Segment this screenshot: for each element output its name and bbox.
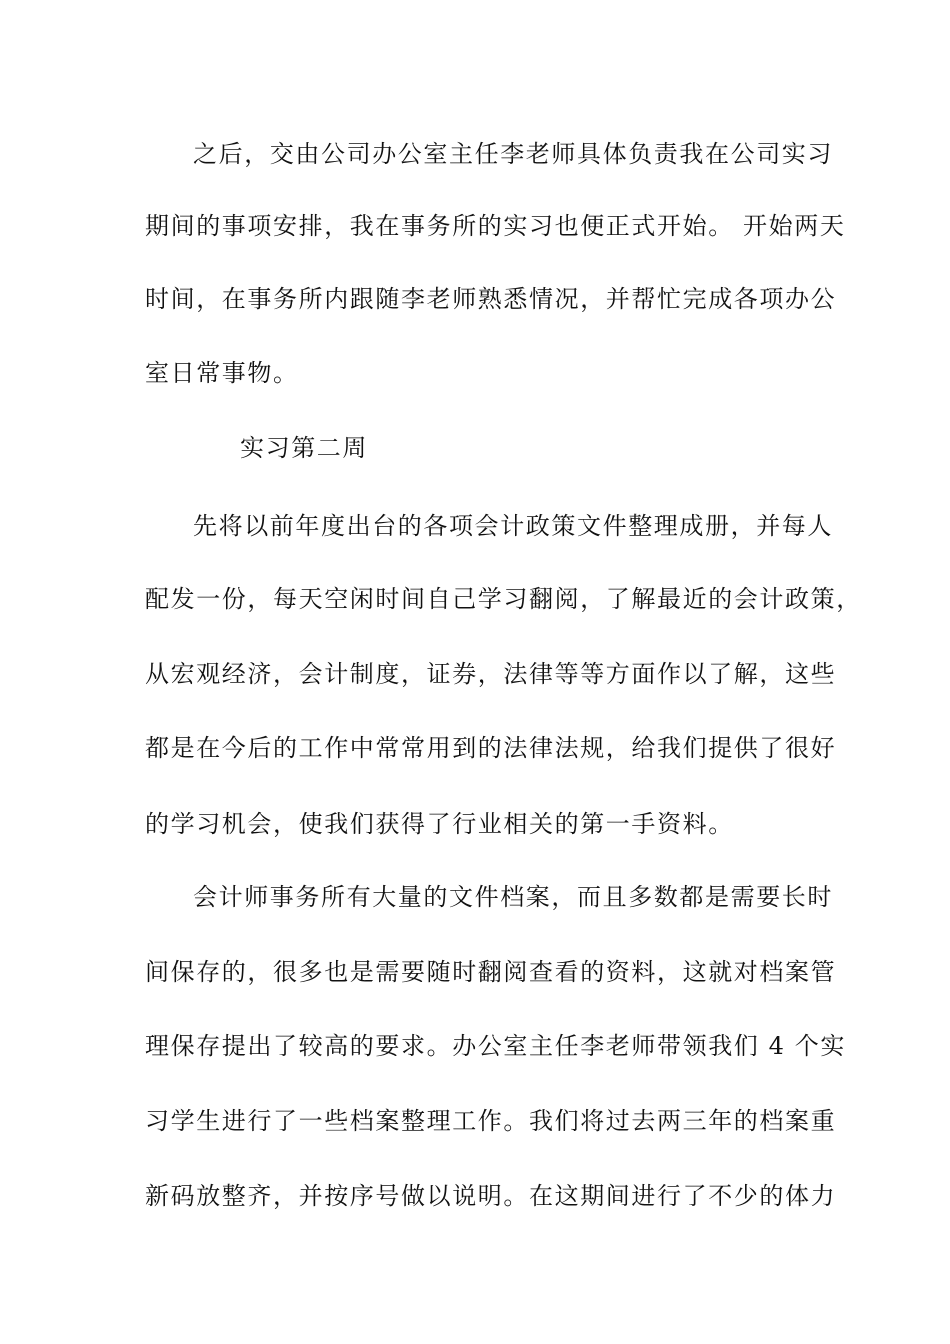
text-line: 会计师事务所有大量的文件档案，而且多数都是需要长时 xyxy=(193,883,833,911)
text-line: 的学习机会，使我们获得了行业相关的第一手资料。 xyxy=(145,810,734,838)
text-line: 时间，在事务所内跟随李老师熟悉情况，并帮忙完成各项办公 xyxy=(145,285,837,313)
text-line: 期间的事项安排，我在事务所的实习也便正式开始。 开始两天 xyxy=(145,212,846,240)
text-line: 习学生进行了一些档案整理工作。我们将过去两三年的档案重 xyxy=(145,1107,837,1135)
text-line: 从宏观经济，会计制度，证券，法律等等方面作以了解，这些 xyxy=(145,660,837,688)
text-line: 配发一份，每天空闲时间自己学习翻阅，了解最近的会计政策， xyxy=(145,585,862,613)
text-line: 新码放整齐，并按序号做以说明。在这期间进行了不少的体力 xyxy=(145,1182,837,1210)
section-heading: 实习第二周 xyxy=(240,434,368,462)
text-line: 室日常事物。 xyxy=(145,359,299,387)
text-line: 都是在今后的工作中常常用到的法律法规，给我们提供了很好 xyxy=(145,734,837,762)
text-line: 间保存的，很多也是需要随时翻阅查看的资料，这就对档案管 xyxy=(145,958,837,986)
text-line: 理保存提出了较高的要求。办公室主任李老师带领我们 4 个实 xyxy=(145,1032,846,1060)
text-line: 之后，交由公司办公室主任李老师具体负责我在公司实习 xyxy=(193,140,833,168)
text-line: 先将以前年度出台的各项会计政策文件整理成册，并每人 xyxy=(193,512,833,540)
